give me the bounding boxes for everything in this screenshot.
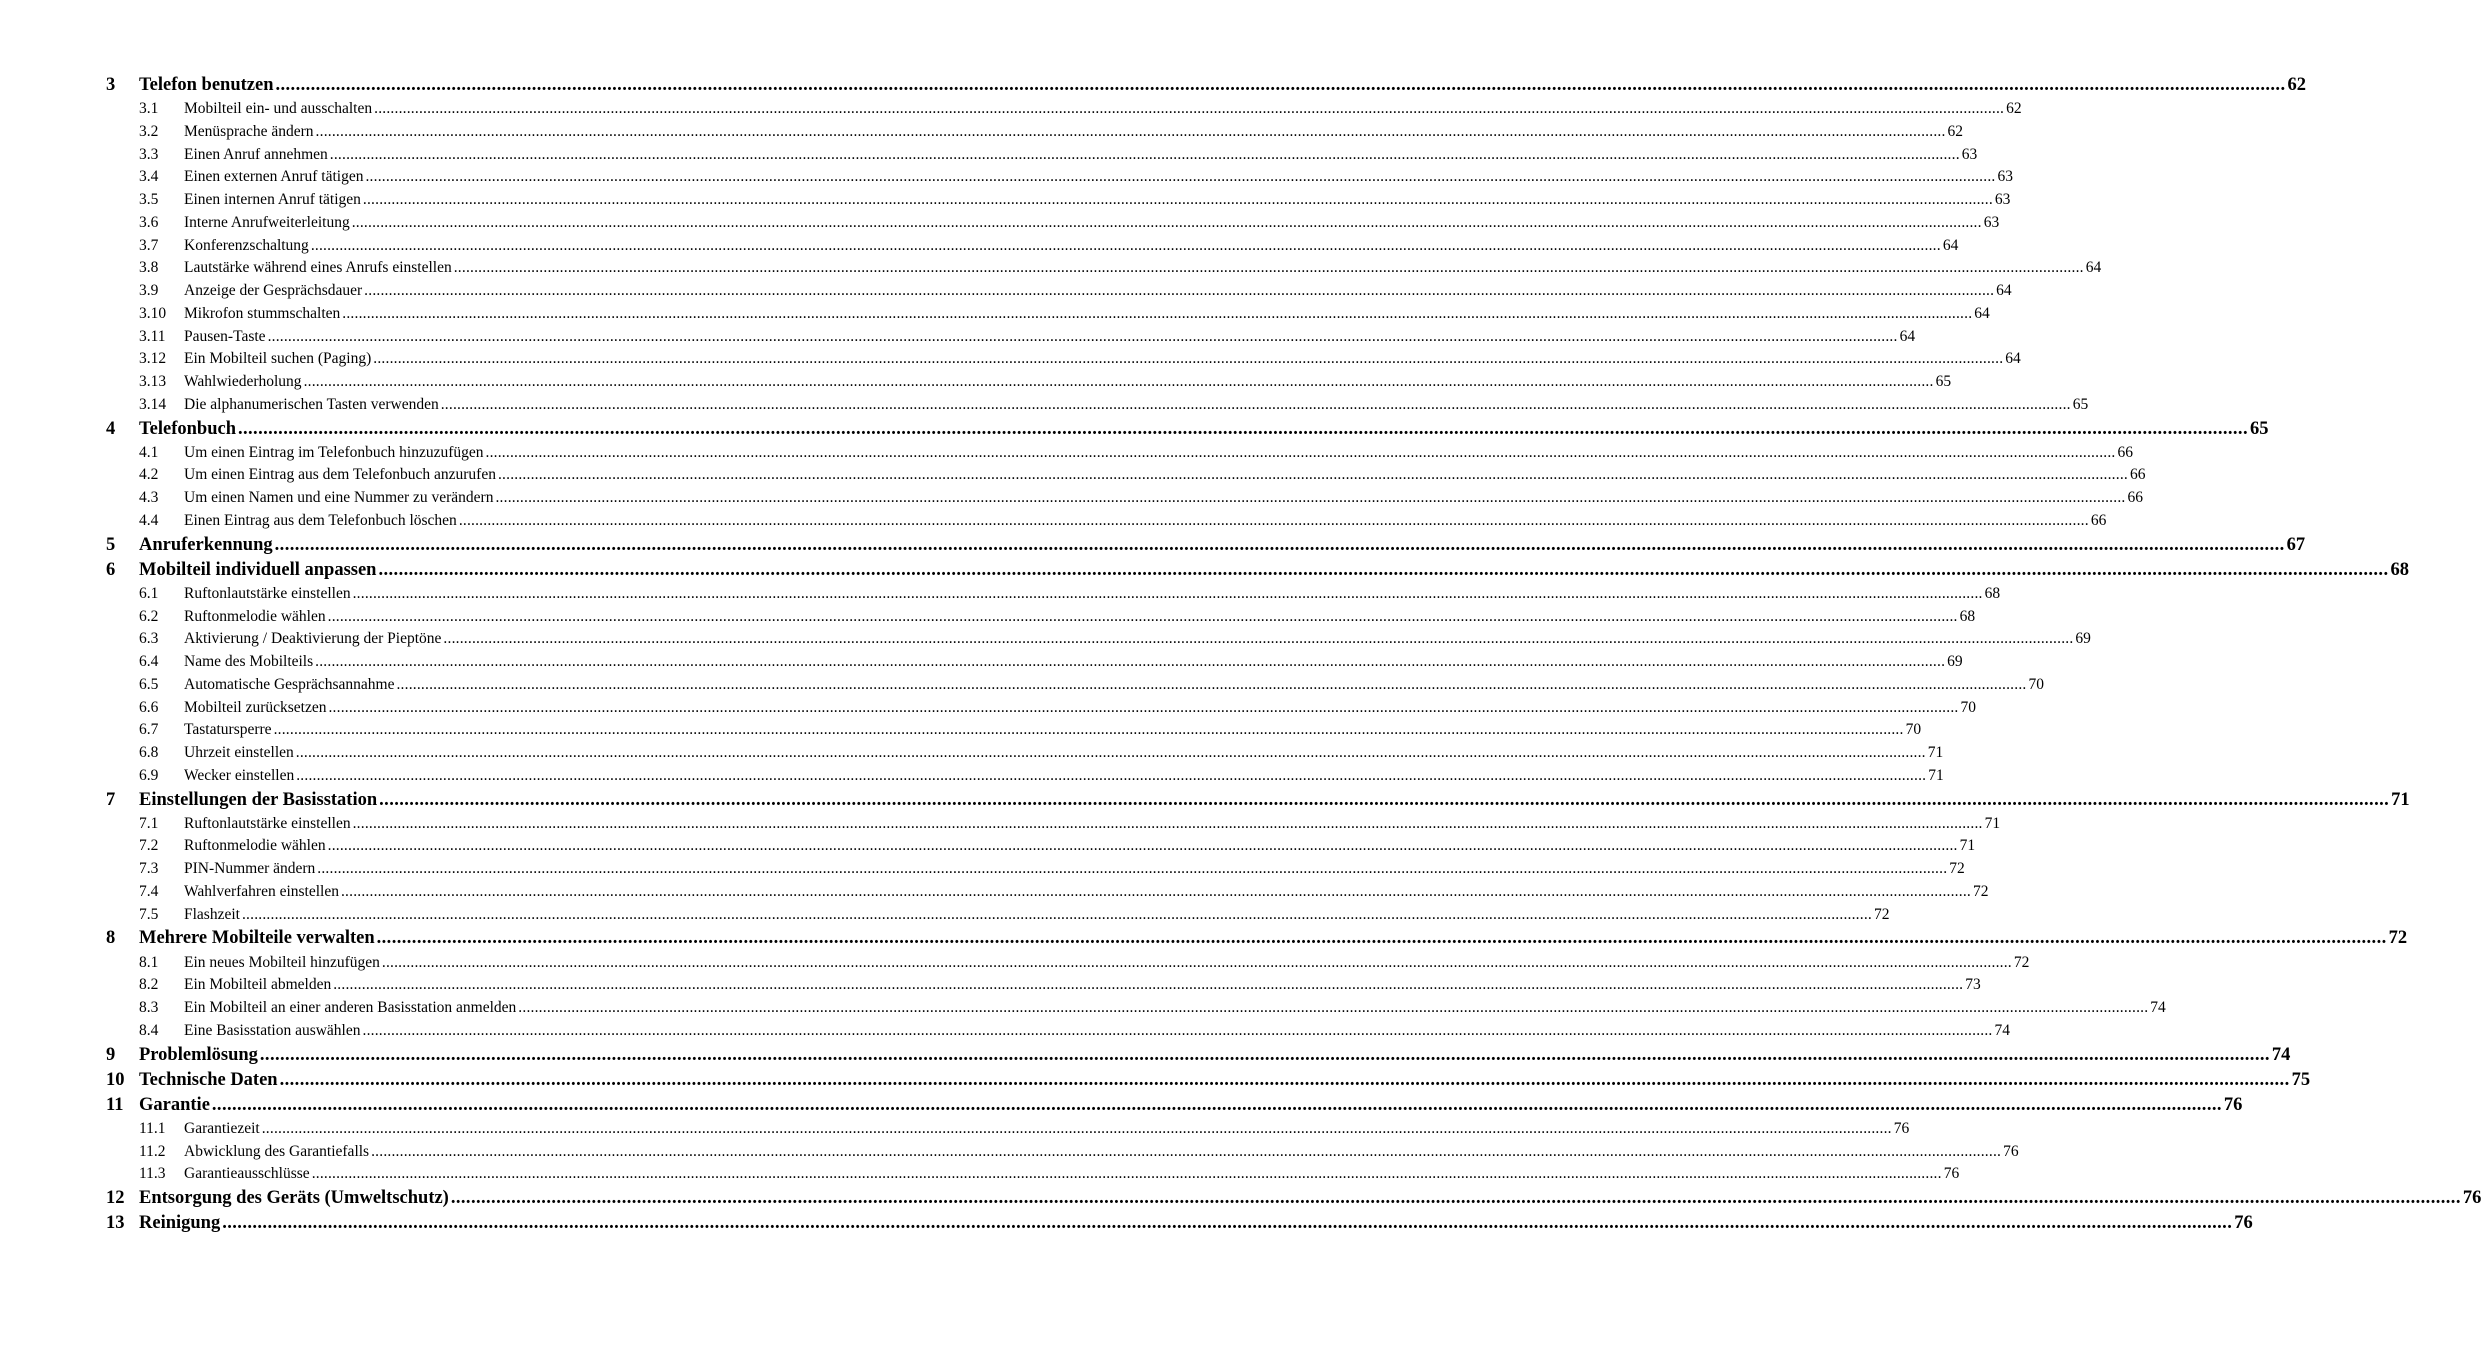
- toc-entry-page-number: 74: [2150, 999, 2166, 1017]
- toc-entry-page-number: 71: [1928, 766, 1944, 784]
- dot-leader: ................................................................................................................................................................................................................................................................................................................................................................................................................: [211, 1094, 2222, 1115]
- toc-entry-page-number: 71: [1959, 837, 1976, 855]
- toc-entry-title: Aktivierung / Deaktivierung der Pieptöne: [184, 630, 442, 648]
- toc-section-entry[interactable]: [106, 742, 1944, 765]
- toc-section-entry[interactable]: [106, 1163, 1960, 1186]
- toc-entry-title: Telefonbuch: [139, 418, 236, 439]
- toc-entry-title: Einen Eintrag aus dem Telefonbuch löschen: [184, 511, 457, 529]
- toc-entry-number: 8.3: [139, 999, 159, 1017]
- toc-entry-page-number: 62: [2006, 100, 2022, 118]
- toc-entry-title: Mobilteil zurücksetzen: [184, 698, 327, 716]
- toc-chapter-entry[interactable]: [106, 788, 2410, 813]
- toc-section-entry[interactable]: [106, 719, 1922, 742]
- toc-entry-title: Anzeige der Gesprächsdauer: [184, 282, 363, 300]
- toc-entry-page-number: 66: [2117, 443, 2133, 461]
- toc-entry-title: Menüsprache ändern: [184, 122, 314, 140]
- dot-leader: ................................................................................................................................................................................................................................................................................................................................................................................................................: [440, 395, 2071, 413]
- toc-section-entry[interactable]: [106, 835, 1976, 858]
- toc-chapter-entry[interactable]: [106, 1093, 2243, 1118]
- toc-chapter-entry[interactable]: [106, 926, 2408, 951]
- toc-entry-page-number: 64: [1942, 236, 1959, 254]
- toc-entry-title: Interne Anrufweiterleitung: [184, 213, 350, 231]
- toc-section-entry[interactable]: [106, 280, 2012, 303]
- toc-entry-page-number: 76: [2462, 1188, 2481, 1209]
- toc-entry-number: 4.2: [139, 466, 159, 484]
- toc-section-entry[interactable]: [106, 583, 2001, 606]
- dot-leader: ................................................................................................................................................................................................................................................................................................................................................................................................................: [458, 511, 2089, 529]
- toc-entry-page-number: 68: [1984, 584, 2001, 602]
- dot-leader: ................................................................................................................................................................................................................................................................................................................................................................................................................: [303, 373, 1934, 391]
- toc-entry-title: Wahlwiederholung: [184, 373, 302, 391]
- toc-entry-number: 6.1: [139, 584, 159, 602]
- toc-entry-title: Einen internen Anruf tätigen: [184, 191, 361, 209]
- toc-entry-page-number: 70: [2028, 675, 2044, 693]
- toc-entry-page-number: 76: [2234, 1213, 2253, 1234]
- toc-entry-number: 3.3: [139, 145, 159, 163]
- toc-entry-title: Mobilteil individuell anpassen: [139, 559, 377, 580]
- toc-chapter-entry[interactable]: [106, 417, 2269, 442]
- toc-entry-title: Garantiezeit: [184, 1119, 260, 1137]
- toc-entry-number: 3.5: [139, 191, 159, 209]
- toc-section-entry[interactable]: [106, 813, 2001, 836]
- toc-entry-title: Ein Mobilteil suchen (Paging): [184, 350, 372, 368]
- toc-entry-page-number: 72: [1949, 860, 1965, 878]
- toc-entry-number: 11.1: [139, 1119, 166, 1137]
- toc-entry-title: Die alphanumerischen Tasten verwenden: [184, 395, 439, 413]
- toc-entry-number: 7.2: [139, 837, 159, 855]
- toc-entry-number: 6.8: [139, 744, 159, 762]
- toc-chapter-entry[interactable]: [106, 1211, 2253, 1236]
- toc-entry-title: Garantieausschlüsse: [184, 1165, 310, 1183]
- toc-entry-title: Uhrzeit einstellen: [184, 744, 294, 762]
- toc-entry-number: 3.2: [139, 122, 159, 140]
- toc-entry-title: Eine Basisstation auswählen: [184, 1021, 361, 1039]
- dot-leader: ................................................................................................................................................................................................................................................................................................................................................................................................................: [328, 698, 1959, 716]
- toc-entry-title: Garantie: [139, 1094, 210, 1115]
- toc-section-entry[interactable]: [106, 952, 2030, 975]
- dot-leader: ................................................................................................................................................................................................................................................................................................................................................................................................................: [261, 1119, 1892, 1137]
- toc-chapter-entry[interactable]: [106, 1043, 2291, 1068]
- toc-entry-number: 4: [106, 418, 116, 439]
- toc-entry-number: 3.11: [139, 327, 166, 345]
- toc-chapter-entry[interactable]: [106, 558, 2409, 583]
- toc-entry-page-number: 76: [1943, 1165, 1960, 1183]
- dot-leader: ................................................................................................................................................................................................................................................................................................................................................................................................................: [453, 259, 2084, 277]
- dot-leader: ................................................................................................................................................................................................................................................................................................................................................................................................................: [364, 282, 1995, 300]
- toc-section-entry[interactable]: [106, 326, 1916, 349]
- toc-entry-title: Mobilteil ein- und ausschalten: [184, 100, 373, 118]
- toc-entry-title: Reinigung: [139, 1213, 221, 1234]
- toc-entry-number: 3: [106, 75, 116, 95]
- toc-entry-title: Ein neues Mobilteil hinzufügen: [184, 953, 380, 971]
- toc-entry-page-number: 64: [1974, 304, 1990, 322]
- toc-entry-page-number: 69: [1947, 653, 1963, 671]
- dot-leader: ................................................................................................................................................................................................................................................................................................................................................................................................................: [340, 882, 1971, 900]
- toc-entry-number: 8.1: [139, 953, 159, 971]
- toc-entry-number: 6.5: [139, 675, 159, 693]
- dot-leader: ................................................................................................................................................................................................................................................................................................................................................................................................................: [371, 1142, 2002, 1160]
- toc-entry-page-number: 71: [1927, 744, 1944, 762]
- toc-chapter-entry[interactable]: [106, 1068, 2311, 1093]
- toc-entry-title: Lautstärke während eines Anrufs einstellen: [184, 259, 452, 277]
- toc-entry-page-number: 65: [2072, 395, 2089, 413]
- toc-section-entry[interactable]: [106, 858, 1965, 881]
- toc-entry-page-number: 72: [2388, 928, 2408, 949]
- toc-section-entry[interactable]: [106, 510, 2107, 533]
- dot-leader: ................................................................................................................................................................................................................................................................................................................................................................................................................: [373, 350, 2004, 368]
- toc-entry-title: Problemlösung: [139, 1044, 258, 1065]
- toc-section-entry[interactable]: [106, 464, 2146, 487]
- dot-leader: ................................................................................................................................................................................................................................................................................................................................................................................................................: [295, 744, 1926, 762]
- dot-leader: ................................................................................................................................................................................................................................................................................................................................................................................................................: [259, 1044, 2270, 1065]
- toc-entry-title: Um einen Eintrag im Telefonbuch hinzuzufügen: [184, 443, 484, 461]
- toc-entry-number: 5: [106, 534, 116, 555]
- dot-leader: ................................................................................................................................................................................................................................................................................................................................................................................................................: [310, 236, 1941, 254]
- toc-entry-page-number: 66: [2129, 466, 2146, 484]
- toc-entry-number: 6.2: [139, 607, 159, 625]
- table-of-contents: [106, 73, 2481, 1236]
- toc-entry-page-number: 68: [2390, 559, 2409, 580]
- toc-entry-page-number: 63: [1997, 168, 2013, 186]
- toc-section-entry[interactable]: [106, 974, 1981, 997]
- toc-entry-number: 7.3: [139, 860, 159, 878]
- dot-leader: ................................................................................................................................................................................................................................................................................................................................................................................................................: [379, 789, 2390, 810]
- toc-entry-page-number: 71: [2391, 789, 2410, 810]
- toc-entry-page-number: 75: [2291, 1069, 2311, 1090]
- toc-entry-number: 12: [106, 1188, 125, 1209]
- dot-leader: ................................................................................................................................................................................................................................................................................................................................................................................................................: [450, 1188, 2461, 1209]
- toc-entry-number: 6: [106, 559, 116, 580]
- toc-section-entry[interactable]: [106, 442, 2133, 465]
- toc-entry-page-number: 67: [2286, 534, 2306, 555]
- toc-entry-title: Ein Mobilteil an einer anderen Basisstation anmelden: [184, 999, 517, 1017]
- toc-entry-number: 3.8: [139, 259, 159, 277]
- toc-entry-title: Mehrere Mobilteile verwalten: [139, 928, 375, 949]
- dot-leader: ................................................................................................................................................................................................................................................................................................................................................................................................................: [485, 443, 2116, 461]
- toc-section-entry[interactable]: [106, 1118, 1910, 1141]
- toc-section-entry[interactable]: [106, 394, 2089, 417]
- toc-entry-page-number: 62: [1947, 122, 1964, 140]
- toc-entry-page-number: 72: [1873, 905, 1890, 923]
- dot-leader: ................................................................................................................................................................................................................................................................................................................................................................................................................: [237, 418, 2248, 439]
- toc-chapter-entry[interactable]: [106, 73, 2306, 98]
- dot-leader: ................................................................................................................................................................................................................................................................................................................................................................................................................: [241, 905, 1872, 923]
- toc-entry-page-number: 64: [2005, 350, 2021, 368]
- toc-entry-page-number: 64: [1996, 282, 2012, 300]
- toc-entry-number: 6.7: [139, 721, 159, 739]
- toc-entry-page-number: 63: [1983, 213, 2000, 231]
- toc-entry-page-number: 72: [2013, 953, 2030, 971]
- toc-entry-number: 4.1: [139, 443, 159, 461]
- toc-entry-page-number: 74: [1994, 1021, 2010, 1039]
- toc-entry-page-number: 66: [2090, 511, 2107, 529]
- toc-section-entry[interactable]: [106, 166, 2013, 189]
- toc-chapter-entry[interactable]: [106, 1186, 2481, 1211]
- toc-entry-page-number: 73: [1965, 976, 1981, 994]
- toc-section-entry[interactable]: [106, 371, 1952, 394]
- toc-entry-title: Ein Mobilteil abmelden: [184, 976, 332, 994]
- toc-section-entry[interactable]: [106, 257, 2102, 280]
- toc-entry-number: 10: [106, 1069, 125, 1090]
- toc-entry-title: Um einen Namen und eine Nummer zu verändern: [184, 489, 494, 507]
- toc-entry-title: Einen externen Anruf tätigen: [184, 168, 364, 186]
- dot-leader: ................................................................................................................................................................................................................................................................................................................................................................................................................: [376, 928, 2387, 949]
- toc-entry-title: Technische Daten: [139, 1069, 278, 1090]
- toc-section-entry[interactable]: [106, 189, 2011, 212]
- toc-entry-number: 3.14: [139, 395, 167, 413]
- toc-section-entry[interactable]: [106, 628, 2091, 651]
- toc-entry-number: 3.6: [139, 213, 159, 231]
- toc-section-entry[interactable]: [106, 765, 1944, 788]
- dot-leader: ................................................................................................................................................................................................................................................................................................................................................................................................................: [315, 653, 1946, 671]
- toc-entry-title: Mikrofon stummschalten: [184, 304, 341, 322]
- toc-section-entry[interactable]: [106, 487, 2143, 510]
- toc-entry-title: Tastatursperre: [184, 721, 272, 739]
- dot-leader: ................................................................................................................................................................................................................................................................................................................................................................................................................: [495, 489, 2126, 507]
- dot-leader: ................................................................................................................................................................................................................................................................................................................................................................................................................: [311, 1165, 1942, 1183]
- toc-entry-number: 7: [106, 789, 116, 810]
- toc-entry-page-number: 64: [1899, 327, 1916, 345]
- toc-entry-title: PIN-Nummer ändern: [184, 860, 316, 878]
- toc-section-entry[interactable]: [106, 1141, 2019, 1164]
- dot-leader: ................................................................................................................................................................................................................................................................................................................................................................................................................: [296, 766, 1927, 784]
- toc-entry-title: Ruftonlautstärke einstellen: [184, 814, 351, 832]
- toc-entry-page-number: 76: [2223, 1094, 2243, 1115]
- toc-entry-page-number: 76: [2003, 1142, 2019, 1160]
- toc-entry-number: 3.12: [139, 350, 167, 368]
- toc-section-entry[interactable]: [106, 651, 1963, 674]
- dot-leader: ................................................................................................................................................................................................................................................................................................................................................................................................................: [374, 100, 2005, 118]
- dot-leader: ................................................................................................................................................................................................................................................................................................................................................................................................................: [342, 304, 1973, 322]
- toc-section-entry[interactable]: [106, 303, 1990, 326]
- toc-entry-title: Pausen-Taste: [184, 327, 266, 345]
- toc-entry-number: 6.4: [139, 653, 159, 671]
- toc-section-entry[interactable]: [106, 212, 2000, 235]
- dot-leader: ................................................................................................................................................................................................................................................................................................................................................................................................................: [333, 976, 1964, 994]
- toc-entry-title: Abwicklung des Garantiefalls: [184, 1142, 370, 1160]
- dot-leader: ................................................................................................................................................................................................................................................................................................................................................................................................................: [315, 122, 1946, 140]
- toc-section-entry[interactable]: [106, 904, 1890, 927]
- toc-entry-page-number: 74: [2271, 1044, 2291, 1065]
- toc-entry-page-number: 69: [2075, 630, 2091, 648]
- toc-section-entry[interactable]: [106, 348, 2021, 371]
- toc-entry-number: 8: [106, 928, 116, 949]
- toc-entry-number: 7.4: [139, 882, 159, 900]
- dot-leader: ................................................................................................................................................................................................................................................................................................................................................................................................................: [497, 466, 2128, 484]
- toc-entry-number: 9: [106, 1044, 116, 1065]
- toc-entry-number: 6.6: [139, 698, 159, 716]
- toc-entry-title: Wecker einstellen: [184, 766, 295, 784]
- toc-section-entry[interactable]: [106, 606, 1976, 629]
- dot-leader: ................................................................................................................................................................................................................................................................................................................................................................................................................: [518, 999, 2149, 1017]
- toc-entry-number: 13: [106, 1213, 125, 1234]
- toc-entry-number: 4.3: [139, 489, 159, 507]
- toc-section-entry[interactable]: [106, 144, 1978, 167]
- toc-entry-number: 3.13: [139, 373, 167, 391]
- toc-entry-page-number: 70: [1905, 721, 1922, 739]
- toc-section-entry[interactable]: [106, 235, 1959, 258]
- toc-entry-number: 6.9: [139, 766, 159, 784]
- dot-leader: ................................................................................................................................................................................................................................................................................................................................................................................................................: [352, 814, 1983, 832]
- toc-entry-title: Um einen Eintrag aus dem Telefonbuch anzurufen: [184, 466, 496, 484]
- toc-entry-title: Ruftonmelodie wählen: [184, 837, 326, 855]
- toc-entry-number: 11: [106, 1094, 124, 1115]
- toc-entry-number: 3.7: [139, 236, 159, 254]
- toc-entry-title: Telefon benutzen: [139, 75, 274, 95]
- toc-entry-page-number: 70: [1960, 698, 1976, 716]
- dot-leader: ................................................................................................................................................................................................................................................................................................................................................................................................................: [267, 327, 1898, 345]
- toc-section-entry[interactable]: [106, 98, 2022, 121]
- dot-leader: ................................................................................................................................................................................................................................................................................................................................................................................................................: [351, 213, 1982, 231]
- toc-entry-title: Einen Anruf annehmen: [184, 145, 328, 163]
- toc-chapter-entry[interactable]: [106, 533, 2306, 558]
- toc-entry-number: 3.10: [139, 304, 167, 322]
- toc-entry-title: Anruferkennung: [139, 534, 273, 555]
- toc-entry-page-number: 68: [1959, 607, 1976, 625]
- dot-leader: ................................................................................................................................................................................................................................................................................................................................................................................................................: [362, 1021, 1993, 1039]
- toc-section-entry[interactable]: [106, 121, 1964, 144]
- dot-leader: ................................................................................................................................................................................................................................................................................................................................................................................................................: [329, 145, 1960, 163]
- dot-leader: ................................................................................................................................................................................................................................................................................................................................................................................................................: [317, 860, 1948, 878]
- toc-entry-number: 3.1: [139, 100, 159, 118]
- toc-entry-page-number: 71: [1984, 814, 2001, 832]
- dot-leader: ................................................................................................................................................................................................................................................................................................................................................................................................................: [365, 168, 1996, 186]
- toc-section-entry[interactable]: [106, 1020, 2010, 1043]
- toc-entry-number: 7.1: [139, 814, 159, 832]
- toc-entry-title: Wahlverfahren einstellen: [184, 882, 339, 900]
- dot-leader: ................................................................................................................................................................................................................................................................................................................................................................................................................: [378, 559, 2389, 580]
- dot-leader: ................................................................................................................................................................................................................................................................................................................................................................................................................: [275, 75, 2286, 95]
- dot-leader: ................................................................................................................................................................................................................................................................................................................................................................................................................: [362, 191, 1993, 209]
- toc-section-entry[interactable]: [106, 674, 2044, 697]
- toc-entry-page-number: 64: [2085, 259, 2102, 277]
- toc-entry-page-number: 63: [1961, 145, 1978, 163]
- toc-entry-title: Automatische Gesprächsannahme: [184, 675, 395, 693]
- dot-leader: ................................................................................................................................................................................................................................................................................................................................................................................................................: [381, 953, 2012, 971]
- toc-section-entry[interactable]: [106, 697, 1976, 720]
- toc-entry-number: 11.2: [139, 1142, 166, 1160]
- toc-entry-page-number: 65: [2249, 418, 2269, 439]
- dot-leader: ................................................................................................................................................................................................................................................................................................................................................................................................................: [352, 584, 1983, 602]
- toc-entry-title: Ruftonlautstärke einstellen: [184, 584, 351, 602]
- toc-entry-number: 8.4: [139, 1021, 159, 1039]
- toc-entry-title: Entsorgung des Geräts (Umweltschutz): [139, 1188, 449, 1209]
- dot-leader: ................................................................................................................................................................................................................................................................................................................................................................................................................: [222, 1213, 2233, 1234]
- dot-leader: ................................................................................................................................................................................................................................................................................................................................................................................................................: [273, 721, 1904, 739]
- toc-entry-page-number: 72: [1972, 882, 1989, 900]
- dot-leader: ................................................................................................................................................................................................................................................................................................................................................................................................................: [327, 837, 1958, 855]
- toc-entry-title: Name des Mobilteils: [184, 653, 314, 671]
- toc-entry-number: 3.9: [139, 282, 159, 300]
- toc-section-entry[interactable]: [106, 997, 2166, 1020]
- toc-entry-number: 4.4: [139, 511, 159, 529]
- dot-leader: ................................................................................................................................................................................................................................................................................................................................................................................................................: [396, 675, 2027, 693]
- toc-section-entry[interactable]: [106, 881, 1989, 904]
- toc-entry-title: Einstellungen der Basisstation: [139, 789, 378, 810]
- dot-leader: ................................................................................................................................................................................................................................................................................................................................................................................................................: [279, 1069, 2290, 1090]
- toc-entry-title: Konferenzschaltung: [184, 236, 309, 254]
- toc-entry-page-number: 66: [2127, 489, 2143, 507]
- dot-leader: ................................................................................................................................................................................................................................................................................................................................................................................................................: [327, 607, 1958, 625]
- toc-entry-page-number: 63: [1994, 191, 2011, 209]
- toc-entry-number: 6.3: [139, 630, 159, 648]
- dot-leader: ................................................................................................................................................................................................................................................................................................................................................................................................................: [274, 534, 2285, 555]
- toc-entry-title: Flashzeit: [184, 905, 240, 923]
- toc-entry-number: 3.4: [139, 168, 159, 186]
- toc-entry-number: 11.3: [139, 1165, 166, 1183]
- dot-leader: ................................................................................................................................................................................................................................................................................................................................................................................................................: [443, 630, 2074, 648]
- toc-entry-page-number: 62: [2287, 75, 2306, 95]
- toc-entry-page-number: 76: [1893, 1119, 1910, 1137]
- toc-entry-number: 7.5: [139, 905, 159, 923]
- toc-entry-title: Ruftonmelodie wählen: [184, 607, 326, 625]
- toc-entry-number: 8.2: [139, 976, 159, 994]
- toc-entry-page-number: 65: [1935, 373, 1952, 391]
